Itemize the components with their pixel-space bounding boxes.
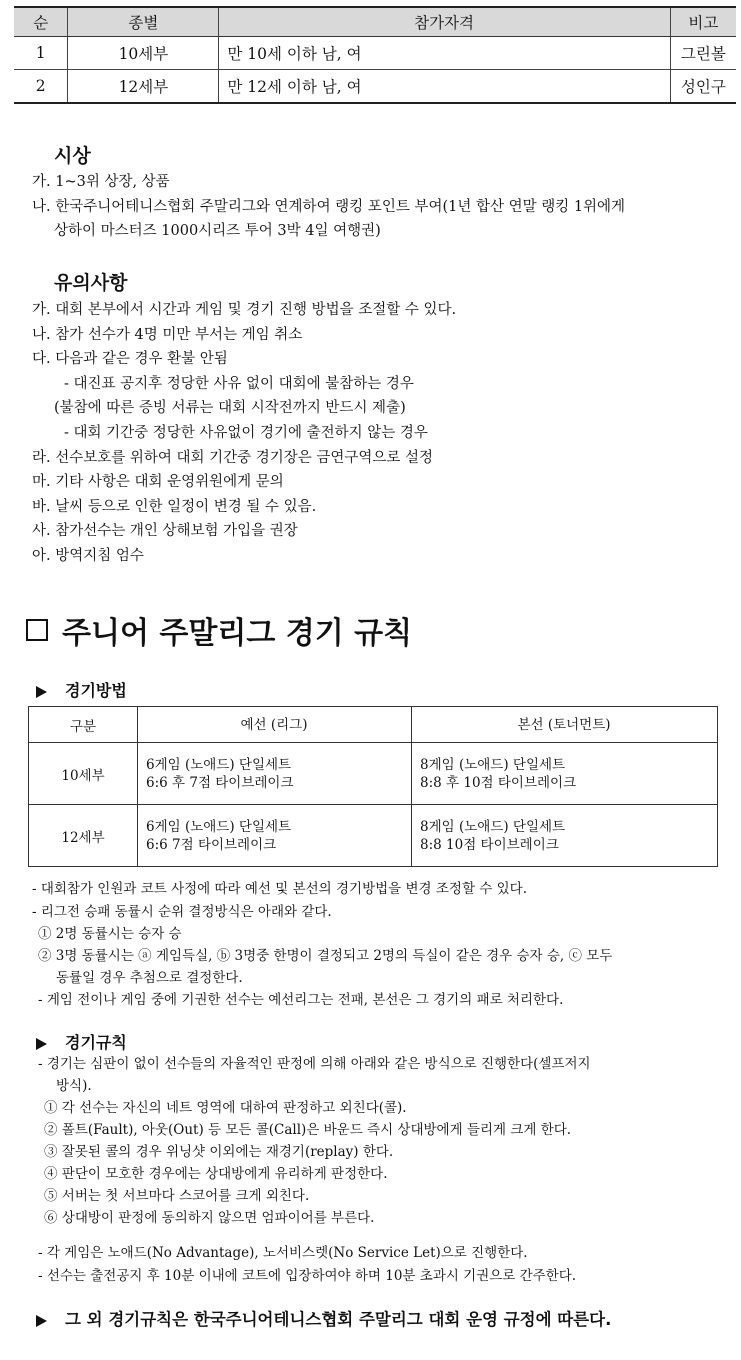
notes-line: 나. 참가 선수가 4명 미만 부서는 게임 취소 — [32, 327, 303, 343]
eligibility-table — [14, 6, 736, 104]
table-row — [14, 70, 736, 104]
header-note: 비고 — [670, 7, 736, 37]
notes-line: 다. 다음과 같은 경우 환불 안됨 — [32, 351, 228, 367]
rules-line: ④ 판단이 모호한 경우에는 상대방에게 유리하게 판정한다. — [44, 1166, 388, 1182]
row-main — [412, 743, 718, 805]
awards-title: 시상 — [54, 145, 91, 167]
method-note-line: ① 2명 동률시는 승자 승 — [38, 926, 182, 942]
row-prelim — [138, 805, 412, 867]
rules-line: ③ 잘못된 콜의 경우 위닝샷 이외에는 재경기(replay) 한다. — [44, 1144, 394, 1160]
match-method-heading — [36, 678, 127, 701]
notes-title: 유의사항 — [54, 272, 128, 294]
header-no: 순 — [14, 7, 68, 37]
match-rules-title: 경기규칙 — [65, 1033, 127, 1052]
final-note-text: 그 외 경기규칙은 한국주니어테니스협회 주말리그 대회 운영 규정에 따른다. — [65, 1310, 612, 1329]
notes-line: 사. 참가선수는 개인 상해보험 가입을 권장 — [32, 523, 298, 539]
notes-line: 아. 방역지침 엄수 — [32, 548, 144, 564]
rules-line: - 선수는 출전공지 후 10분 이내에 코트에 입장하여야 하며 10분 초과시 기권으로 간주한다. — [38, 1268, 577, 1284]
final-note — [36, 1306, 611, 1330]
rules-title-text: 주니어 주말리그 경기 규칙 — [62, 616, 413, 651]
row-note: 성인구 — [670, 70, 736, 104]
match-method-title: 경기방법 — [65, 681, 127, 700]
rules-line: 방식). — [56, 1078, 92, 1094]
table-row — [29, 805, 718, 867]
notes-line: 바. 날씨 등으로 인한 일정이 변경 될 수 있음. — [32, 499, 317, 515]
match-rules-heading — [36, 1030, 127, 1053]
notes-line: (불참에 따른 증빙 서류는 대회 시작전까지 반드시 제출) — [54, 400, 406, 416]
prelim-line: 6게임 (노애드) 단일세트 — [146, 818, 292, 835]
awards-line: 상하이 마스터즈 1000시리즈 투어 3박 4일 여행권) — [54, 223, 381, 239]
rules-line: - 각 게임은 노애드(No Advantage), 노서비스렛(No Service Let)으로 진행한다. — [38, 1245, 528, 1261]
notes-line: 라. 선수보호를 위하여 대회 기간중 경기장은 금연구역으로 설정 — [32, 450, 434, 466]
main-line: 8:8 10점 타이브레이크 — [420, 836, 559, 853]
triangle-bullet-icon — [36, 1315, 47, 1327]
rules-line: ⑥ 상대방이 판정에 동의하지 않으면 엄파이어를 부른다. — [44, 1210, 375, 1226]
rules-line: ② 폴트(Fault), 아웃(Out) 등 모든 콜(Call)은 바운드 즉시 상대방에게 들리게 크게 한다. — [44, 1122, 572, 1138]
notes-line: - 대회 기간중 정당한 사유없이 경기에 출전하지 않는 경우 — [64, 425, 428, 441]
row-note: 그린볼 — [670, 37, 736, 70]
prelim-line: 6:6 후 7점 타이브레이크 — [146, 774, 294, 791]
rules-section-title — [26, 608, 412, 652]
row-category: 10세부 — [68, 37, 219, 70]
table-row — [29, 743, 718, 805]
header-category: 종별 — [68, 7, 219, 37]
main-line: 8게임 (노애드) 단일세트 — [420, 756, 566, 773]
header-division: 구분 — [29, 707, 138, 743]
header-prelim: 예선 (리그) — [138, 707, 412, 743]
notes-line: 마. 기타 사항은 대회 운영위원에게 문의 — [32, 474, 284, 490]
prelim-line: 6:6 7점 타이브레이크 — [146, 836, 277, 853]
row-qualification: 만 12세 이하 남, 여 — [219, 70, 670, 104]
notes-line: 가. 대회 본부에서 시간과 게임 및 경기 진행 방법을 조절할 수 있다. — [32, 302, 457, 318]
method-note-line: 동률일 경우 추첨으로 결정한다. — [56, 970, 243, 986]
row-category: 12세부 — [68, 70, 219, 104]
rules-line: ① 각 선수는 자신의 네트 영역에 대하여 판정하고 외친다(콜). — [44, 1100, 407, 1116]
triangle-bullet-icon — [36, 686, 47, 698]
match-method-table — [28, 706, 718, 867]
table-header-row — [14, 7, 736, 37]
rules-line: - 경기는 심판이 없이 선수들의 자율적인 판정에 의해 아래와 같은 방식으로 진행한다(셀프저지 — [38, 1056, 591, 1072]
prelim-line: 6게임 (노애드) 단일세트 — [146, 756, 292, 773]
method-note-line: ② 3명 동률시는 ⓐ 게임득실, ⓑ 3명중 한명이 결정되고 2명의 득실이 같은 경우 승자 승, ⓒ 모두 — [38, 948, 613, 964]
header-main: 본선 (토너먼트) — [412, 707, 718, 743]
main-line: 8:8 후 10점 타이브레이크 — [420, 774, 577, 791]
row-main — [412, 805, 718, 867]
method-note-line: - 대회참가 인원과 코트 사정에 따라 예선 및 본선의 경기방법을 변경 조정할 수 있다. — [32, 881, 527, 897]
row-division: 10세부 — [29, 743, 138, 805]
table-header-row — [29, 707, 718, 743]
main-line: 8게임 (노애드) 단일세트 — [420, 818, 566, 835]
row-prelim — [138, 743, 412, 805]
row-no: 1 — [14, 37, 68, 70]
row-qualification: 만 10세 이하 남, 여 — [219, 37, 670, 70]
awards-line: 가. 1~3위 상장, 상품 — [32, 174, 170, 190]
header-qualification: 참가자격 — [219, 7, 670, 37]
awards-line: 나. 한국주니어테니스협회 주말리그와 연계하여 랭킹 포인트 부여(1년 합산 연말 랭킹 1위에게 — [32, 199, 626, 215]
rules-line: ⑤ 서버는 첫 서브마다 스코어를 크게 외친다. — [44, 1188, 310, 1204]
checkbox-square-icon — [26, 619, 48, 641]
row-division: 12세부 — [29, 805, 138, 867]
method-note-line: - 리그전 승패 동률시 순위 결정방식은 아래와 같다. — [32, 904, 332, 920]
row-no: 2 — [14, 70, 68, 104]
method-note-line: - 게임 전이나 게임 중에 기권한 선수는 예선리그는 전패, 본선은 그 경기의 패로 처리한다. — [38, 992, 564, 1008]
table-row — [14, 37, 736, 70]
notes-line: - 대진표 공지후 정당한 사유 없이 대회에 불참하는 경우 — [64, 376, 414, 392]
triangle-bullet-icon — [36, 1038, 47, 1050]
